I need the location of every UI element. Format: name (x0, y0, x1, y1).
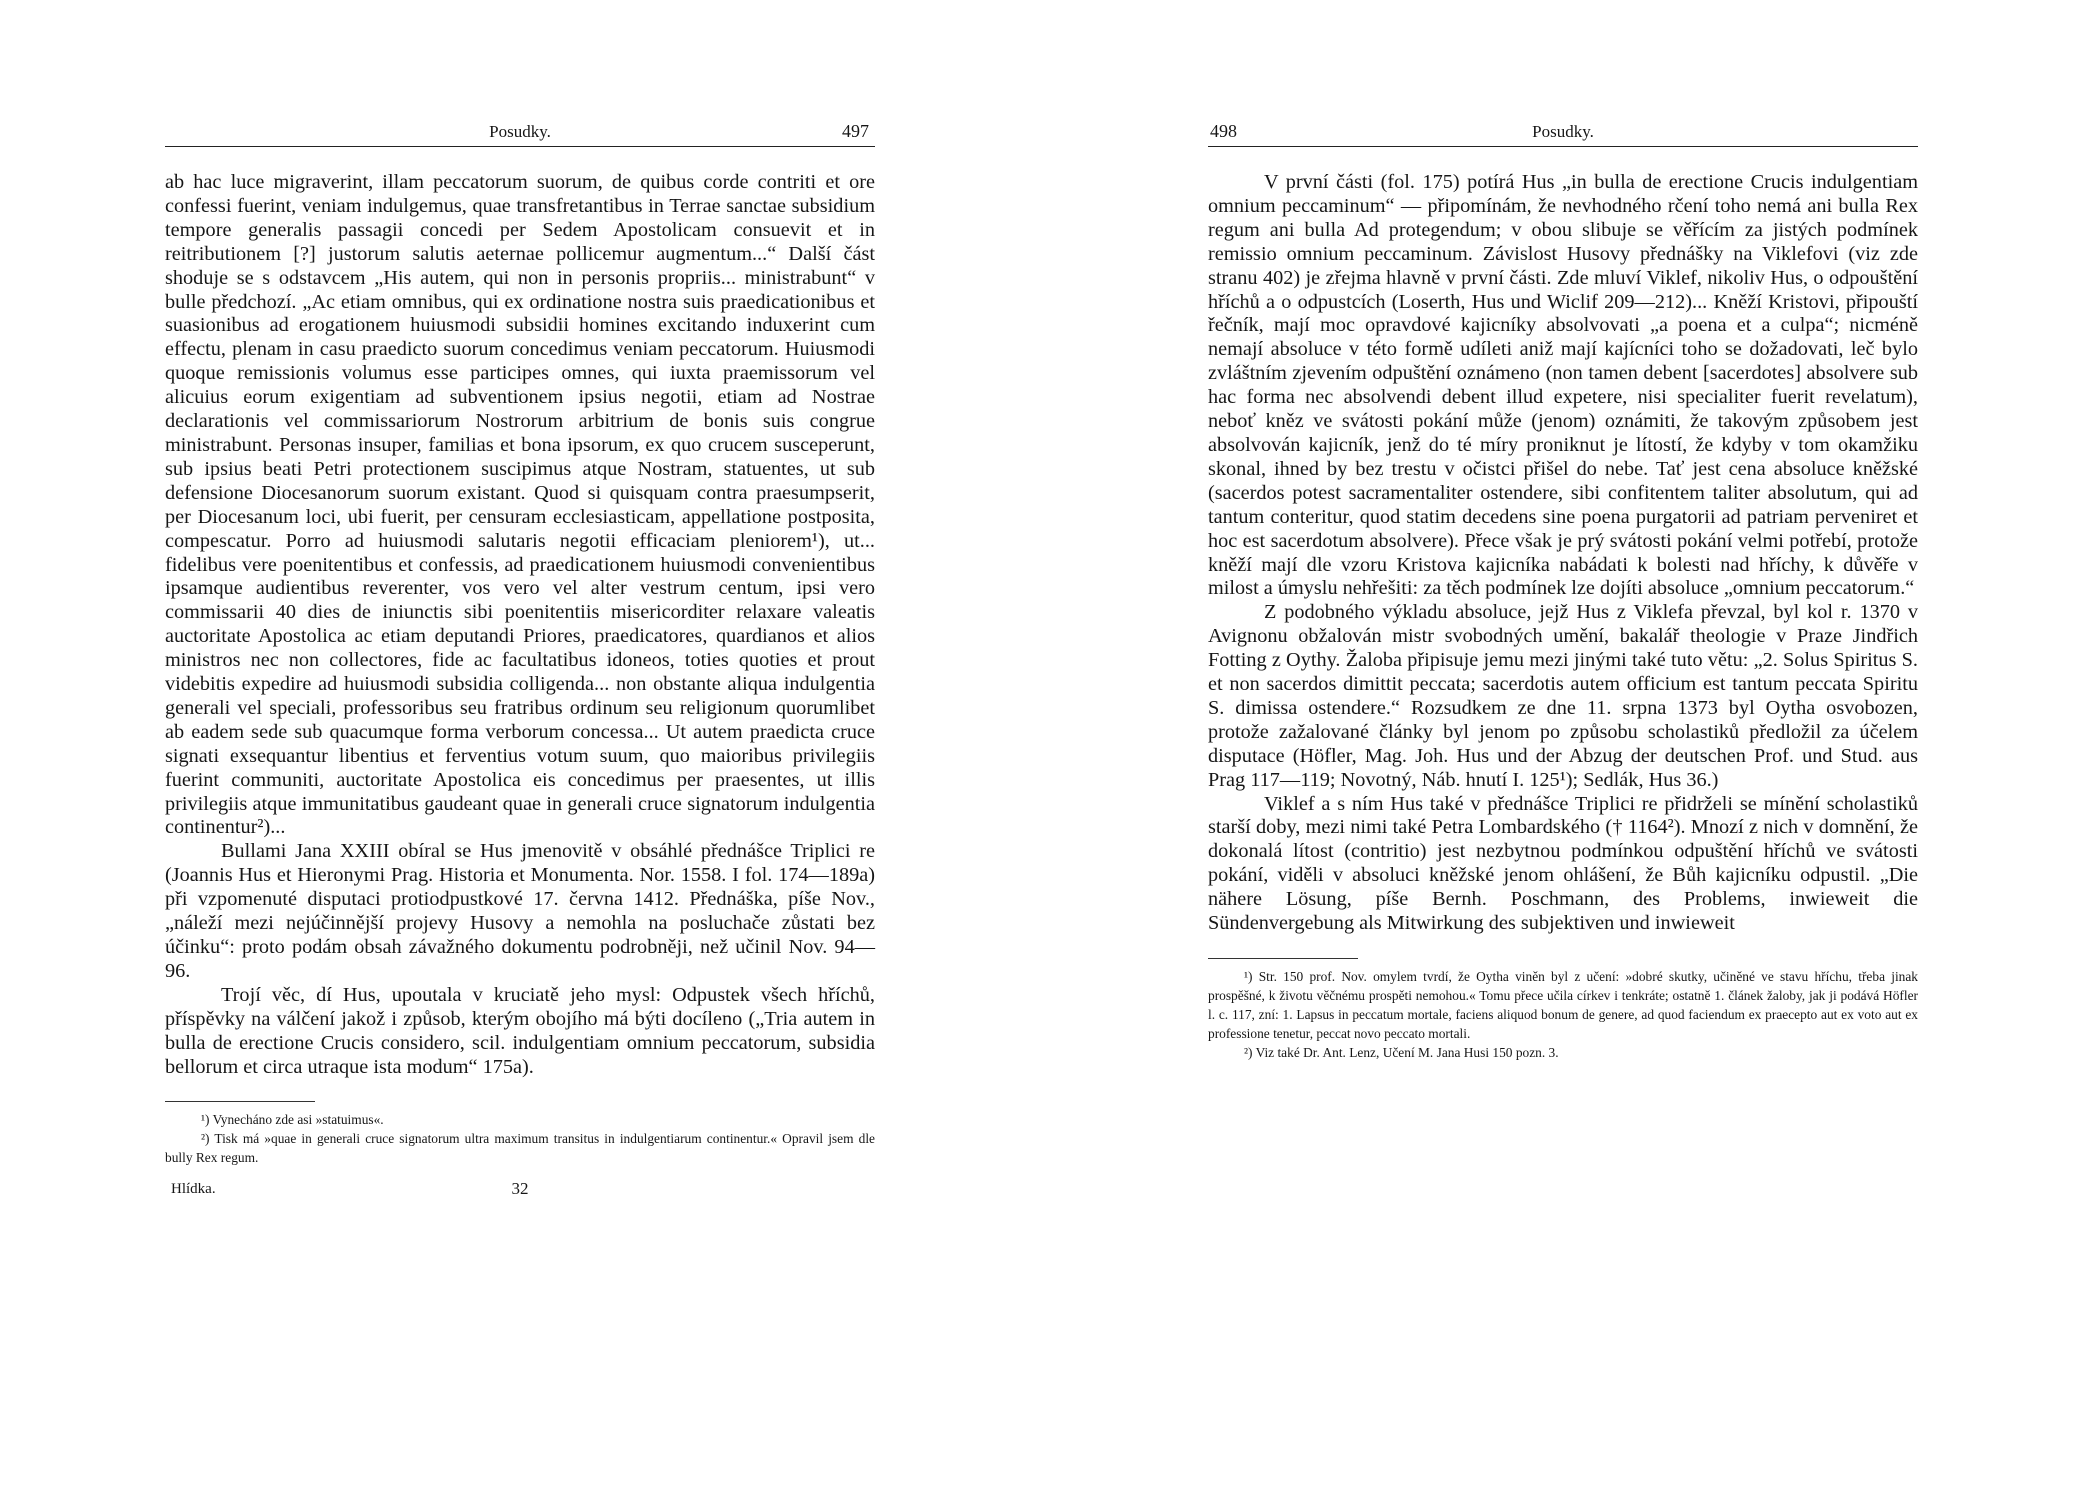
page-number: 497 (842, 121, 869, 141)
footnote-divider (165, 1101, 315, 1102)
paragraph: V první části (fol. 175) potírá Hus „in bulla de erectione Crucis indulgentiam omnium peccaminum“ — připomínám, že nevhodného rčení toho nemá ani bulla Rex regum ani bulla Ad protegendum; v obou slibuje se věřícím za jistých podmínek remissio omnium peccaminum. Závislost Husovy přednášky na Viklefovi (viz zde stranu 402) je zřejma hlavně v první části. Zde mluví Viklef, nikoliv Hus, o odpouštění hříchů a o odpustcích (Loserth, Hus und Wiclif 209—212)... Kněží Kristovi, připouští řečník, mají moc opravdové kajicníky absolvovati „a poena et a culpa“; nicméně nemají absoluce v této formě udíleti aniž mají kajícníci toho se dožadovati, leč bylo zvláštním zjevením odpuštění oznámeno (non tamen debent [sacerdotes] absolvere sub hac forma nec absolvendi debent illud expetere, nisi specialiter fuerit revelatum), neboť kněz ve svátosti pokání může (jenom) oznámiti, že takovým způsobem jest absolvován kajicník, jenž do té míry proniknut je lítostí, že kdyby v tom okamžiku skonal, ihned by bez trestu v očistci přišel do nebe. Tať jest cena absoluce kněžské (sacerdos potest sacramentaliter ostendere, sibi confitentem taliter absolutum, qui ad tantum conteritur, quod statim decedens sine poena purgatorii ad patriam perveniret et hoc est sacerdotum absolvere). Přece však je prý svátosti pokání velmi potřebí, protože kněží mají dle vzoru Kristova kajicníka nabádati k bolesti nad hříchy, k důvěře v milost a úmyslu nehřešiti: za těch podmínek lze dojíti absoluce „omnium peccatorum.“ (1208, 171, 1918, 600)
signature-number: 32 (511, 1179, 529, 1199)
running-header (165, 120, 875, 147)
running-header (1208, 120, 1918, 147)
footnote-divider (1208, 958, 1358, 959)
paragraph: Trojí věc, dí Hus, upoutala v kruciatě jeho mysl: Odpustek všech hříchů, příspěvky na válčení jakož i způsob, kterým obojího má býti docíleno („Tria autem in bulla de erectione Crucis considero, scil. indulgentiam omnium peccatorum, subsidia bellorum et circa utraque ista modum“ 175a). (165, 983, 875, 1078)
footnote: ¹) Vynecháno zde asi »statuimus«. (201, 1112, 384, 1128)
header-title: Posudky. (489, 122, 551, 141)
paragraph: Bullami Jana XXIII obíral se Hus jmenovitě v obsáhlé přednášce Triplici re (Joannis Hus et Hieronymi Prag. Historia et Monumenta. Nor. 1558. I fol. 174—189a) při vzpomenuté disputaci protiodpustkové 17. června 1412. Přednáška, píše Nov., „náleží mezi nejúčinnější projevy Husovy a nemohla na posluchače zůstati bez účinku“: proto podám obsah závažného dokumentu podrobněji, než učinil Nov. 94—96. (165, 840, 875, 982)
main-text (165, 171, 875, 1079)
footnote: ²) Viz také Dr. Ant. Lenz, Učení M. Jana Husi 150 pozn. 3. (1244, 1045, 1559, 1060)
footnotes (1208, 967, 1918, 1062)
main-text (1208, 171, 1918, 936)
paragraph: ab hac luce migraverint, illam peccatorum suorum, de quibus corde contriti et ore confessi fuerint, veniam indulgemus, quae transfretantibus in Terrae sanctae subsidium tempore generalis passagii concedi per Sedem Apostolicam consuevit et in reitributionem [?] justorum salutis aeternae pollicemur augmentum...“ Další část shoduje se s odstavcem „His autem, qui non in personis propriis... ministrabunt“ v bulle předchozí. „Ac etiam omnibus, qui ex ordinatione nostra suis praedicationibus et suasionibus ad erogationem huiusmodi subsidii homines excitando induxerint cum effectu, plenam in casu praedicto suorum concedimus veniam peccatorum. Huiusmodi quoque remissionis volumus esse participes omnes, qui iuxta praemissorum vel alicuius eorum exigentiam ad subventionem ipsius negotii, etiam ad Nostrae declarationis vel commissariorum Nostrorum arbitrium de bonis suis congrue ministrabunt. Personas insuper, familias et bona ipsorum, ex quo crucem susceperunt, sub ipsius beati Petri protectionem suscipimus atque Nostram, statuentes, ut sub defensione Diocesanorum suorum existant. Quod si quisquam contra praesumpserit, per Diocesanum loci, ubi fuerit, per censuram ecclesiasticam, appellatione postposita, compescatur. Porro ad huiusmodi salutaris negotii efficaciam pleniorem¹), ut... fidelibus vere poenitentibus et confessis, ad praedicationem huiusmodi convenientibus ipsamque audientibus reverenter, vos vero vel alter vestrum centum, ipsi vero commissarii 40 dies de iniunctis sibi poenitentiis misericorditer relaxare valeatis auctoritate Apostolica ac etiam deputandi Priores, praedicatores, quardianos et alios ministros nec non collectores, fide ac facultatibus idoneos, toties quoties et prout videbitis expedire ad huiusmodi subsidia colligenda... non obstante aliqua indulgentia generali vel speciali, professoribus seu fratribus ordinum seu religionum quorumlibet ab eadem sede sub quacumque forma verborum concessa... Ut autem praedicta cruce signati exsequantur libentius et ferventius votum suum, quo maioribus privilegiis fuerint communiti, auctoritate Apostolica eis concedimus per praesentes, ut illis privilegiis atque immunitatibus gaudeant quae in generali cruce signatorum indulgentia continentur²)... (165, 171, 875, 839)
footnote: ¹) Str. 150 prof. Nov. omylem tvrdí, že Oytha viněn byl z učení: »dobré skutky, učiněné ve stavu hříchu, třeba jinak prospěšné, k životu věčnému prospěti nemohou.« Tomu přece učila církev i tenkráte; ostatně 1. článek žaloby, jak ji podává Höfler l. c. 117, zní: 1. Lapsus in peccatum mortale, faciens aliquod bonum de genere, ad quod faciendum ex praecepto aut ex voto aut ex professione tenetur, peccat novo peccato mortali. (1208, 969, 1918, 1041)
paragraph: Viklef a s ním Hus také v přednášce Triplici re přidrželi se mínění scholastiků starší doby, mezi nimi také Petra Lombardského († 1164²). Mnozí z nich v domnění, že dokonalá lítost (contritio) jest nezbytnou podmínkou odpuštění hříchů ve svátosti pokání, viděli v absoluci kněžské jenom ohlášení, že Bůh kajicníku odpustil. „Die nähere Lösung, píše Bernh. Poschmann, des Problems, inwieweit die Sündenvergebung als Mitwirkung des subjektiven und inwieweit (1208, 792, 1918, 935)
paragraph: Z podobného výkladu absoluce, jejž Hus z Viklefa převzal, byl kol r. 1370 v Avignonu obžalován mistr svobodných umění, bakalář theologie v Praze Jindřich Fotting z Oythy. Žaloba připisuje jemu mezi jinými také tuto větu: „2. Solus Spiritus S. et non sacerdos dimittit peccata; sacerdotis autem officium est tantum peccata Spiritu S. dimissa ostendere.“ Rozsudkem ze dne 11. srpna 1373 byl Oytha osvobozen, protože zažalované články byl jenom po způsobu scholastiků předložil za účelem disputace (Höfler, Mag. Joh. Hus und der Abzug der deutschen Prof. und Stud. aus Prag 117—119; Novotný, Náb. hnutí I. 125¹); Sedlák, Hus 36.) (1208, 601, 1918, 791)
header-title: Posudky. (1532, 122, 1594, 141)
page-number: 498 (1210, 121, 1237, 141)
right-page (1208, 120, 1918, 1062)
signature-line (165, 1175, 875, 1201)
signature-mark: Hlídka. (171, 1181, 216, 1198)
left-page (165, 120, 875, 1201)
footnote: ²) Tisk má »quae in generali cruce signatorum ultra maximum transitus in indulgentiarum continentur.« Opravil jsem dle bully Rex regum. (165, 1131, 875, 1166)
footnotes (165, 1110, 875, 1167)
